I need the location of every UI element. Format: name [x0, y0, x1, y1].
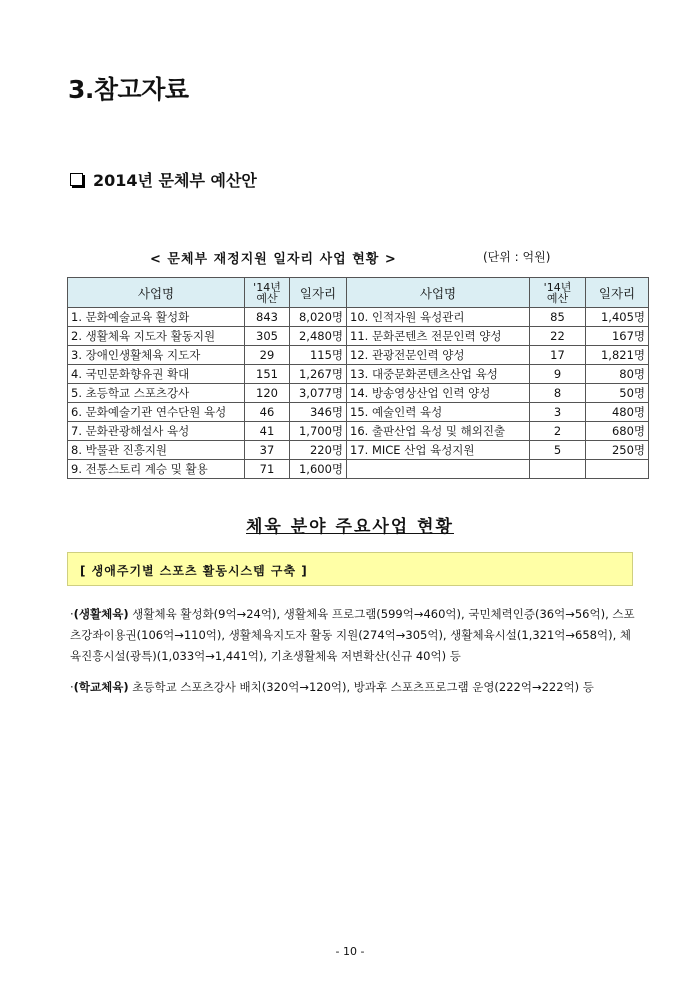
table-cell-right-jobs: 680명 — [586, 422, 649, 441]
table-cell-left-budget: 71 — [245, 460, 290, 479]
header-jobs: 일자리 — [290, 278, 347, 308]
highlight-box — [67, 552, 633, 586]
highlight-box-text: [ 생애주기별 스포츠 활동시스템 구축 ] — [80, 564, 308, 578]
table-cell-left-name: 6. 문화예술기관 연수단원 육성 — [68, 403, 245, 422]
table-cell-left-jobs: 2,480명 — [290, 327, 347, 346]
bullet-paragraph-2: ·(학교체육) 초등학교 스포츠강사 배치(320억→120억), 방과후 스포츠프로그램 운영(222억→222억) 등 — [70, 680, 594, 694]
table-cell-left-jobs: 8,020명 — [290, 308, 347, 327]
header-budget-line2: 예산 — [256, 291, 278, 305]
table-cell-left-jobs: 346명 — [290, 403, 347, 422]
table-cell-left-name: 1. 문화예술교육 활성화 — [68, 308, 245, 327]
table-row — [68, 403, 649, 422]
table-cell-right-name: 10. 인적자원 육성관리 — [347, 308, 530, 327]
table-cell-left-budget: 305 — [245, 327, 290, 346]
table-cell-left-name: 5. 초등학교 스포츠강사 — [68, 384, 245, 403]
table-row — [68, 327, 649, 346]
section-heading: 3.참고자료 — [68, 75, 189, 104]
table-cell-left-name: 7. 문화관광해설사 육성 — [68, 422, 245, 441]
header-budget-line1: '14년 — [253, 280, 281, 294]
checkbox-square-icon — [70, 173, 83, 186]
table-cell-right-jobs: 80명 — [586, 365, 649, 384]
header-budget-2-line1: '14년 — [543, 280, 572, 294]
table-cell-right-budget: 85 — [530, 308, 586, 327]
table-cell-right-jobs: 1,405명 — [586, 308, 649, 327]
table-row — [68, 422, 649, 441]
table-cell-left-jobs: 220명 — [290, 441, 347, 460]
table-cell-right-budget — [530, 460, 586, 479]
table-cell-left-jobs: 1,700명 — [290, 422, 347, 441]
table-cell-right-budget: 17 — [530, 346, 586, 365]
table-cell-right-name: 14. 방송영상산업 인력 양성 — [347, 384, 530, 403]
table-cell-left-budget: 843 — [245, 308, 290, 327]
table-cell-left-jobs: 1,600명 — [290, 460, 347, 479]
table-cell-right-budget: 22 — [530, 327, 586, 346]
bullet-paragraph-1: ·(생활체육) 생활체육 활성화(9억→24억), 생활체육 프로그램(599억→460억), 국민체력인증(36억→56억), 스포츠강좌이용권(106억→110억), 생활체육지도자 활동 지원(274억→305억), 생활체육시설(1,321억→658억), 체육진흥시설(광특)(1,033억→1,441억), 기초생활체육 저변확산(신규 40억) 등 — [70, 607, 635, 663]
table-cell-right-name: 15. 예술인력 육성 — [347, 403, 530, 422]
table-cell-left-budget: 41 — [245, 422, 290, 441]
bullet-text-2: 초등학교 스포츠강사 배치(320억→120억), 방과후 스포츠프로그램 운영(222억→222억) 등 — [128, 680, 594, 694]
table-cell-left-budget: 120 — [245, 384, 290, 403]
table-row — [68, 365, 649, 384]
table-cell-left-name: 8. 박물관 진흥지원 — [68, 441, 245, 460]
sub-heading — [70, 168, 257, 191]
band-title: 체육 분야 주요사업 현황 — [246, 517, 454, 537]
table-cell-right-name: 16. 출판산업 육성 및 해외진출 — [347, 422, 530, 441]
header-budget — [245, 278, 290, 308]
table-cell-right-name: 11. 문화콘텐츠 전문인력 양성 — [347, 327, 530, 346]
table-cell-right-jobs — [586, 460, 649, 479]
table-row — [68, 460, 649, 479]
header-budget-2-line2: 예산 — [546, 291, 569, 305]
table-cell-left-budget: 29 — [245, 346, 290, 365]
header-jobs-2: 일자리 — [586, 278, 649, 308]
table-title: < 문체부 재정지원 일자리 사업 현황 > — [150, 252, 397, 267]
table-cell-right-budget: 2 — [530, 422, 586, 441]
table-cell-left-budget: 37 — [245, 441, 290, 460]
jobs-table — [67, 277, 649, 479]
unit-note: (단위 : 억원) — [483, 250, 551, 264]
table-cell-right-jobs: 50명 — [586, 384, 649, 403]
table-cell-right-name: 13. 대중문화콘텐츠산업 육성 — [347, 365, 530, 384]
table-cell-right-jobs: 250명 — [586, 441, 649, 460]
table-row — [68, 441, 649, 460]
table-cell-right-budget: 9 — [530, 365, 586, 384]
table-cell-left-name: 3. 장애인생활체육 지도자 — [68, 346, 245, 365]
table-cell-right-jobs: 167명 — [586, 327, 649, 346]
table-cell-right-name — [347, 460, 530, 479]
header-project-name: 사업명 — [68, 278, 245, 308]
table-header-row — [68, 278, 649, 308]
bullet-tag-2: (학교체육) — [73, 680, 129, 694]
sub-heading-text: 2014년 문체부 예산안 — [93, 171, 257, 190]
table-cell-right-budget: 8 — [530, 384, 586, 403]
table-cell-right-budget: 5 — [530, 441, 586, 460]
bullet-text-1: 생활체육 활성화(9억→24억), 생활체육 프로그램(599억→460억), 국민체력인증(36억→56억), 스포츠강좌이용권(106억→110억), 생활체육지도자 활동 지원(274억→305억), 생활체육시설(1,321억→658억), 체육진흥시설(광특)(1,033억→1,441억), 기초생활체육 저변확산(신규 40억) 등 — [70, 607, 635, 663]
table-cell-left-jobs: 1,267명 — [290, 365, 347, 384]
table-cell-left-jobs: 115명 — [290, 346, 347, 365]
bullet-tag-1: (생활체육) — [73, 607, 129, 621]
table-cell-left-budget: 46 — [245, 403, 290, 422]
table-row — [68, 308, 649, 327]
band-title-wrap — [0, 512, 700, 537]
table-cell-left-jobs: 3,077명 — [290, 384, 347, 403]
table-row — [68, 384, 649, 403]
table-body — [68, 308, 649, 479]
table-cell-right-budget: 3 — [530, 403, 586, 422]
table-cell-right-jobs: 1,821명 — [586, 346, 649, 365]
header-budget-2 — [530, 278, 586, 308]
table-cell-left-budget: 151 — [245, 365, 290, 384]
table-cell-left-name: 9. 전통스토리 계승 및 활용 — [68, 460, 245, 479]
header-project-name-2: 사업명 — [347, 278, 530, 308]
table-row — [68, 346, 649, 365]
table-cell-right-name: 17. MICE 산업 육성지원 — [347, 441, 530, 460]
table-cell-right-name: 12. 관광전문인력 양성 — [347, 346, 530, 365]
table-cell-right-jobs: 480명 — [586, 403, 649, 422]
table-cell-left-name: 2. 생활체육 지도자 활동지원 — [68, 327, 245, 346]
table-cell-left-name: 4. 국민문화향유권 확대 — [68, 365, 245, 384]
page-number: - 10 - — [335, 945, 365, 958]
